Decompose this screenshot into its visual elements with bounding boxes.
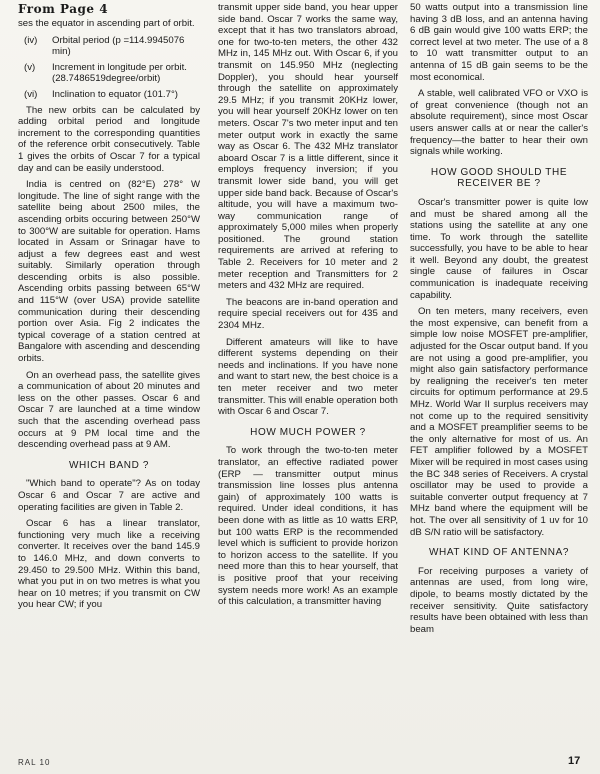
paragraph: "Which band to operate"? As on today Oscar 6 and Oscar 7 are active and operating facilities are given in Table 2. [18,478,200,513]
orbit-parameter [24,89,200,101]
paragraph: ses the equator in ascending part of orbit. [18,18,195,29]
paragraph: Different amateurs will like to have different systems depending on their needs and inclinations. If you have none and want to start new, the best choice is a ten meter receiver and two meter transmitter. This will enable operation both with Oscar 6 and Oscar 7. [218,336,398,418]
paragraph: The beacons are in-band operation and require special receivers out for 435 and 2304 MHz. [218,296,398,332]
column-1 [18,18,200,616]
section-heading: HOW GOOD SHOULD THE RECEIVER BE ? [430,166,568,190]
item-text: Increment in longitude per orbit. (28.7486519degree/orbit) [52,61,187,85]
orbit-parameter [24,62,200,85]
item-number: (v) [24,61,36,73]
item-text: Orbital period (p =114.9945076 min) [52,34,185,58]
orbit-parameter [24,35,200,58]
paragraph: India is centred on (82°E) 278° W longitude. The line of sight range with the satellite being about 2500 miles, the ascending orbits occuring between 250°W to 300°W are suitable for operation. Hams located in Assam or Srinagar have to adjust a few degrees east and west suitably. Similarly operation through descending orbits is also possible. Ascending orbits passing between 65°W and 115°W (over USA) provide satellite communication during their descending portion over Asia. Fig 2 indicates the typical coverage of a station centred at Bangalore with ascending and descending orbits. [18,179,200,365]
paragraph: The new orbits can be calculated by adding orbital period and longitude increment to the corresponding quantities of the reference orbit consecutively. Table 1 gives the orbits of Oscar 7 for a typical day and can be easily understood. [18,104,200,174]
page-number: 17 [568,755,581,767]
item-text: Inclination to equator (101.7°) [52,88,178,100]
column-2 [218,2,398,613]
page-header: From Page 4 [18,2,109,16]
paragraph: On an overhead pass, the satellite gives a communication of about 20 minutes and less on the other passes. Oscar 6 and Oscar 7 are launched at a time window such that the ascending overhead pass occurs at 9 PM local time and the descending overhead pass at 9 AM. [18,369,200,451]
paragraph: On ten meters, many receivers, even the most expensive, can benefit from a simple low noise MOSFET pre-amplifier, adjusted for the Oscar output band. If you are not using a good pre-amplifier, you might also gain satisfactory performance by realigning the receiver's ten meter circuits for optimum performance at 29.5 MHz. World War II surplus receivers may not come up to the required sensitivity and a MOSFET preamplifier seems to be the only alternative for most of us. An FET amplifier followed by a MOSFET Mixer will be required in most cases using the BC 348 series of Receivers. A crystal oscillator may be used to provide a suitable converter output frequency at 7 MHz band where the equipment will be hot. The over all sensitivity of 1 uv for 10 dB S/N ratio will be satisfactory. [410,306,588,538]
item-number: (vi) [24,88,38,100]
section-heading: HOW MUCH POWER ? [250,426,366,438]
footer-label: RAL 10 [18,758,51,767]
section-heading: WHICH BAND ? [69,459,149,471]
section-heading: WHAT KIND OF ANTENNA? [428,547,570,559]
paragraph: Oscar 6 has a linear translator, functioning very much like a receiving converter. It receives over the band 145.9 to 146.0 MHz, and down converts to 29.450 to 29.500 MHz. Within this band, what you put in on two metres is what you hear on 10 metres; if you transmit on CW you hear CW; if you [18,518,200,611]
paragraph: For receiving purposes a variety of antennas are used, from long wire, dipole, to beams mostly dictated by the receiver sensitivity. Quite satisfactory results have been obtained with less than beam [410,565,588,635]
paragraph: To work through the two-to-ten meter translator, an effective radiated power (ERP — transmitter output minus transmission line losses plus antenna gain) of approximately 100 watts is required. Under ideal conditions, it has been done with as little as 10 watts ERP, but 100 watts ERP is the recommended level which is sufficient to provide horizon to horizon access to the satellite. If you need more than this to hear yourself, that is positive proof that your receiving system needs more work! As an example of this calculation, a transmitter having [218,445,398,608]
column-3 [410,2,588,640]
item-number: (iv) [24,34,38,46]
paragraph: transmit upper side band, you hear upper side band. Oscar 7 works the same way, except that it has two translators abroad, one for two-to-ten meters, the other 432 MHz in, 145 MHz out. With Oscar 6, if you transmit on 145.950 MHz (neglecting Doppler), you should hear yourself through the satellite on approximately 29.5 MHz; if you transmit 20KHz lower, you will hear yourself 20KHz lower on ten meters. Oscar 7's two meter input and ten meter output work in exactly the same way as Oscar 6. The 432 MHz translator aboard Oscar 7 is a little different, since it employs frequency inversion; if you transmit lower side band, you will get upper side band back. Because of Oscar's altitude, you will have a maximum two-way communication range of approximately 5,000 miles when properly positioned. The ground station requirements are arrived at refering to Table 2. Receivers for 10 meter and 2 meter reception and Transmitters for 2 meters and 432 MHz are required. [218,2,398,292]
paragraph: 50 watts output into a transmission line having 3 dB loss, and an antenna having 6 dB gain would give 100 watts ERP; the correct level at two meter. The use of a 8 to 10 watt transmitter output to an antenna of 15 dB gain seems to be the most economical. [410,2,588,83]
paragraph: Oscar's transmitter power is quite low and must be shared among all the stations using the satellite at any one time. To work through the satellite successfully, you have to be able to hear it well. Beyond any doubt, the greatest single cause of failures in Oscar communication is inadequate receiving capability. [410,196,588,301]
paragraph: A stable, well calibrated VFO or VXO is of great convenience (though not an absolute requirement), since most Oscar users answer calls at or near the caller's frequency—the batter to hear their own signals while working. [410,88,588,158]
